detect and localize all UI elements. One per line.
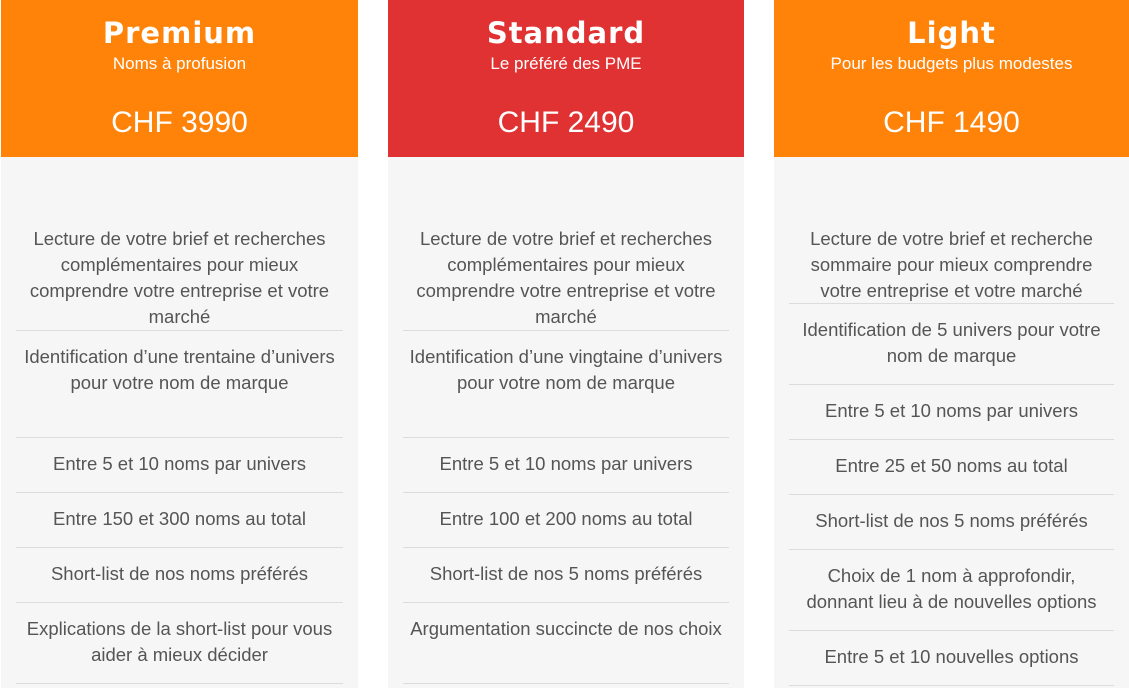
feature-item: Entre 5 et 10 noms par univers (16, 438, 343, 493)
feature-item: Short-list de nos noms préférés (16, 548, 343, 603)
plan-price: CHF 1490 (883, 106, 1020, 139)
feature-item: Short-list de nos 5 noms préférés (403, 548, 729, 603)
plan-title: Light (907, 16, 996, 50)
pricing-card-light (774, 0, 1129, 688)
pricing-card-premium (1, 0, 358, 688)
plan-title: Standard (486, 16, 646, 50)
feature-item: Entre 25 et 50 noms au total (789, 440, 1114, 495)
pricing-card-standard (388, 0, 744, 688)
plan-price: CHF 3990 (111, 106, 248, 139)
feature-item: Lecture de votre brief et recherches complémentaires pour mieux comprendre votre entreprise et votre marché (403, 213, 729, 331)
plan-subtitle: Le préféré des PME (490, 54, 642, 73)
plan-price: CHF 2490 (497, 106, 635, 139)
feature-item: Entre 5 et 10 noms par univers (403, 438, 729, 493)
feature-list (1, 213, 358, 684)
plan-title: Premium (102, 16, 257, 50)
feature-item: Explications de la short-list pour vous aider à mieux décider (16, 603, 343, 684)
feature-list (388, 213, 744, 684)
feature-item: Entre 5 et 10 nouvelles options (789, 631, 1114, 686)
card-header (388, 0, 744, 157)
feature-item: Entre 5 et 10 noms par univers (789, 385, 1114, 440)
plan-subtitle: Noms à profusion (112, 54, 247, 73)
feature-item: Entre 100 et 200 noms au total (403, 493, 729, 548)
feature-item: Identification de 5 univers pour votre nom de marque (789, 304, 1114, 385)
card-header (1, 0, 358, 157)
card-header (774, 0, 1129, 157)
plan-subtitle: Pour les budgets plus modestes (830, 54, 1073, 73)
feature-item: Short-list de nos 5 noms préférés (789, 495, 1114, 550)
feature-item: Lecture de votre brief et recherche sommaire pour mieux comprendre votre entreprise et votre marché (789, 213, 1114, 304)
feature-item: Choix de 1 nom à approfondir, donnant lieu à de nouvelles options (789, 550, 1114, 631)
feature-list (774, 213, 1129, 686)
feature-item: Identification d’une vingtaine d’univers pour votre nom de marque (403, 331, 729, 438)
feature-item: Lecture de votre brief et recherches complémentaires pour mieux comprendre votre entreprise et votre marché (16, 213, 343, 331)
feature-item: Argumentation succincte de nos choix (403, 603, 729, 684)
feature-item: Entre 150 et 300 noms au total (16, 493, 343, 548)
feature-item: Identification d’une trentaine d’univers pour votre nom de marque (16, 331, 343, 438)
